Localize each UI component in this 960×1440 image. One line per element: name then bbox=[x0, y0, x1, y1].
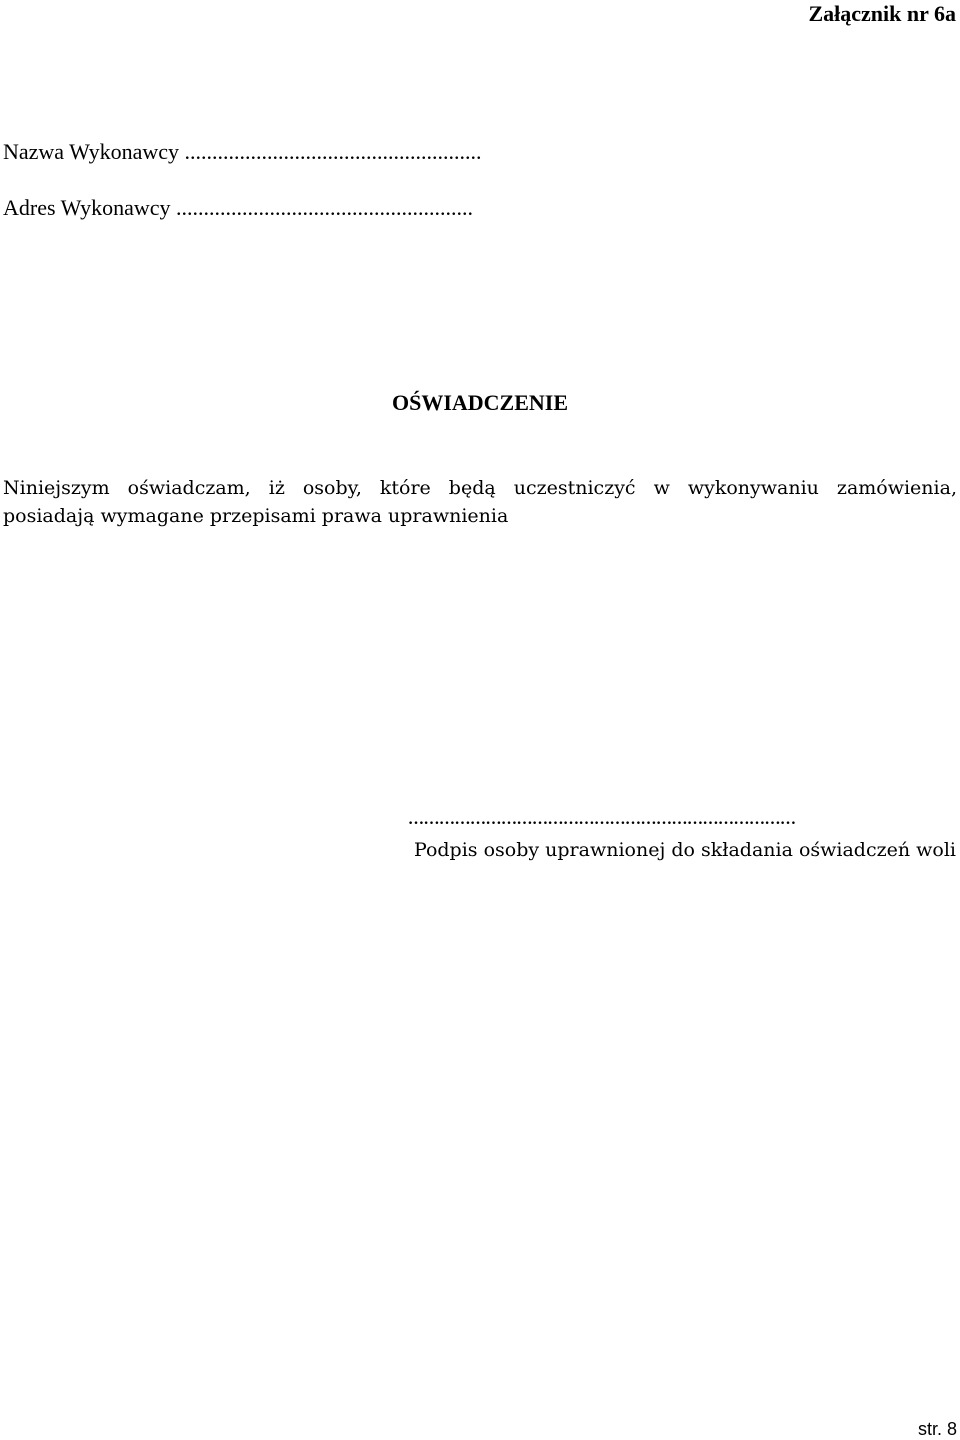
contractor-address-field: Adres Wykonawcy ...................................................... bbox=[3, 195, 474, 220]
signature-caption: Podpis osoby uprawnionej do składania oświadczeń woli bbox=[413, 839, 956, 861]
statement-line-2: posiadają wymagane przepisami prawa uprawnienia bbox=[3, 505, 509, 527]
statement-line-1: Niniejszym oświadczam, iż osoby, które będą uczestniczyć w wykonywaniu zamówienia, bbox=[3, 477, 957, 499]
document-title: OŚWIADCZENIE bbox=[391, 390, 569, 415]
signature-line: ………………………………………………………………… bbox=[408, 811, 796, 828]
contractor-name-field: Nazwa Wykonawcy ...................................................... bbox=[3, 139, 482, 164]
page-number: str. 8 bbox=[917, 1419, 957, 1439]
attachment-label: Załącznik nr 6a bbox=[808, 1, 956, 26]
